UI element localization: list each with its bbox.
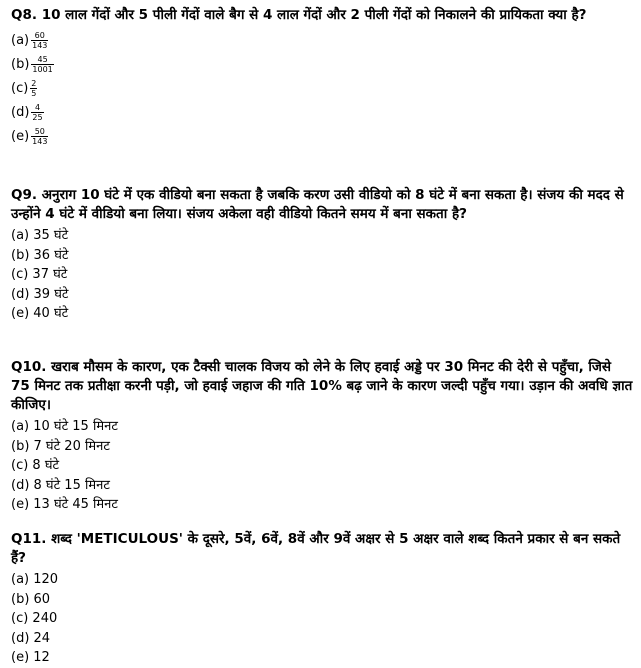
option-a: (a) 35 घंटे [11,228,69,243]
option-e [11,124,633,148]
option-label: (e) [11,128,30,144]
denominator: 143 [32,136,48,146]
numerator: 4 [34,102,41,112]
options-list [11,570,633,668]
numerator: 60 [34,30,45,40]
fraction [30,79,37,98]
option-e: (e) 40 घंटे [11,306,69,321]
denominator: 143 [32,40,48,50]
option-b: (b) 36 घंटे [11,247,69,263]
fraction [31,55,53,74]
question-11 [11,530,633,668]
option-b: (b) 60 [11,591,51,607]
option-c: (c) 240 [11,611,58,626]
option-b: (b) 7 घंटे 20 मिनट [11,438,110,454]
denominator: 5 [31,88,37,98]
numerator: 45 [37,54,48,64]
question-text: Q11. शब्द 'METICULOUS' के दूसरे, 5वें, 6वें, 8वें और 9वें अक्षर से 5 अक्षर वाले शब्द कितने प्रकार से बन सकते हैं? [11,531,625,566]
fraction [31,127,48,146]
option-e: (e) 13 घंटे 45 मिनट [11,497,118,512]
option-a: (a) 120 [11,572,59,587]
fraction [31,103,43,122]
question-8 [11,6,633,148]
option-d [11,100,633,124]
option-d: (d) 39 घंटे [11,286,69,302]
option-c [11,76,633,100]
numerator: 50 [34,126,45,136]
option-b [11,52,633,76]
question-text: Q10. खराब मौसम के कारण, एक टैक्सी चालक विजय को लेने के लिए हवाई अड्डे पर 30 मिनट की देरी से पहुँचा, जिसे 75 मिनट तक प्रतीक्षा करनी पड़ी, जो हवाई जहाज की गति 10% बढ़ जाने के कारण जल्दी पहुँच गया। उड़ान की अवधि ज्ञात कीजिए। [11,359,637,413]
options-list [11,28,633,148]
denominator: 25 [32,112,43,122]
options-list [11,417,633,515]
options-list [11,226,633,324]
question-9 [11,186,633,324]
question-text: Q8. 10 लाल गेंदों और 5 पीली गेंदों वाले बैग से 4 लाल गेंदों और 2 पीली गेंदों को निकालने की प्रायिकता क्या है? [11,7,587,23]
fraction [31,31,48,50]
option-c: (c) 8 घंटे [11,458,60,473]
question-10 [11,358,637,515]
option-a [11,28,633,52]
question-text: Q9. अनुराग 10 घंटे में एक वीडियो बना सकता है जबकि करण उसी वीडियो को 8 घंटे में बना सकता है। संजय की मदद से उन्होंने 4 घंटे में वीडियो बना लिया। संजय अकेला वही वीडियो कितने समय में बना सकता है? [11,187,629,222]
numerator: 2 [31,78,37,88]
denominator: 1001 [32,64,53,74]
option-c: (c) 37 घंटे [11,267,68,282]
option-a: (a) 10 घंटे 15 मिनट [11,419,118,434]
option-label: (d) [11,104,30,120]
option-label: (a) [11,32,30,48]
option-label: (b) [11,56,30,72]
option-d: (d) 8 घंटे 15 मिनट [11,477,110,493]
option-d: (d) 24 [11,630,51,646]
option-e: (e) 12 [11,650,50,665]
option-label: (c) [11,80,29,96]
